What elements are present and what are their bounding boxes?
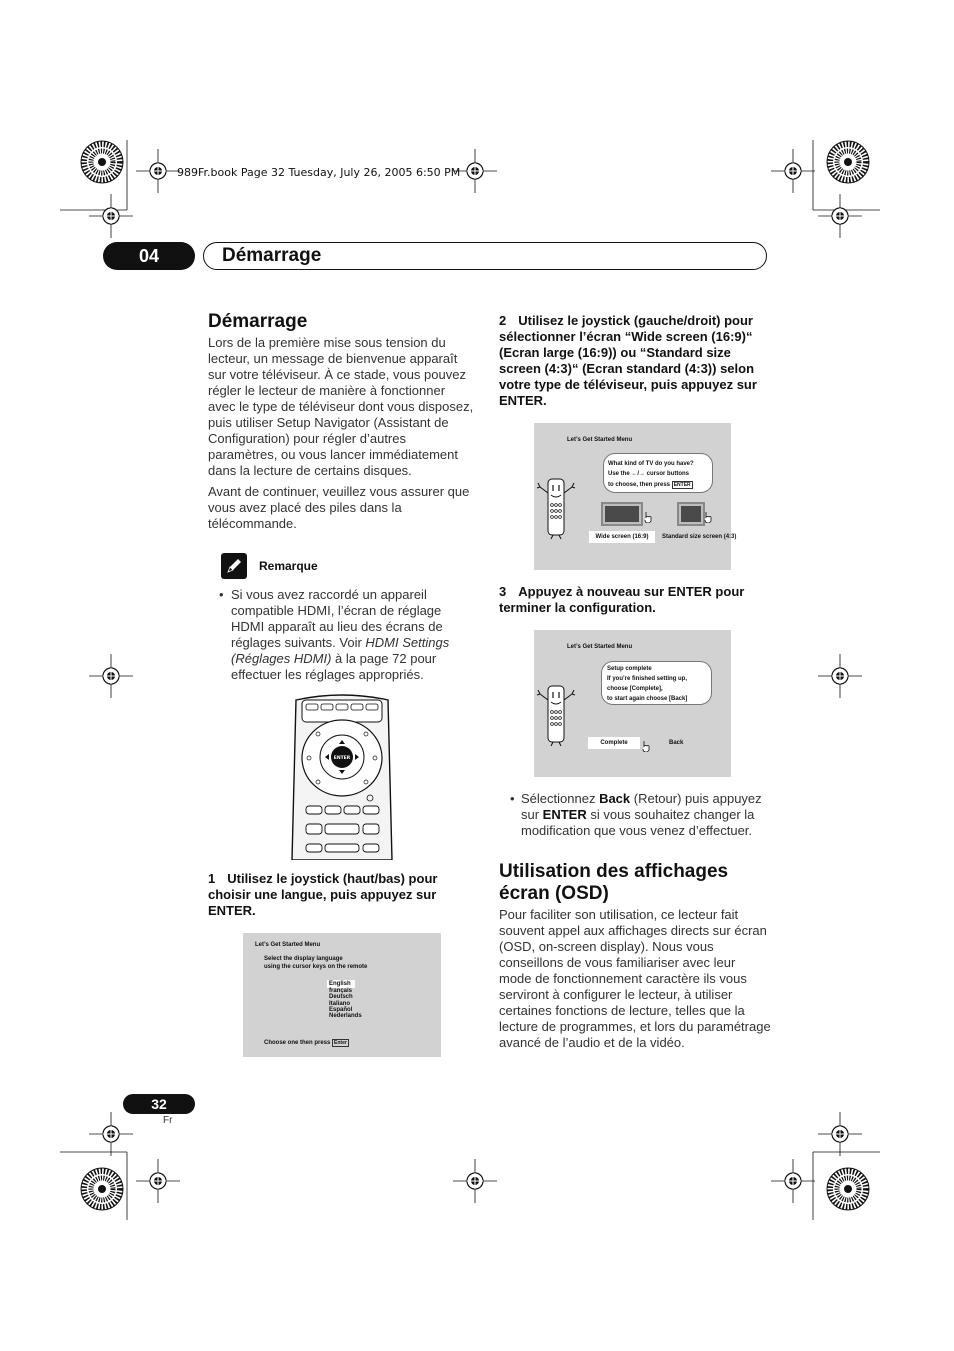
hdmi-settings-reference: HDMI Settings (Réglages HDMI)	[231, 635, 450, 666]
hand-cursor-icon	[703, 511, 713, 523]
screen3-line4: to start again choose [Back]	[607, 696, 688, 702]
setup-complete-screen	[534, 630, 731, 777]
step-3	[499, 584, 769, 616]
file-info-header: 989Fr.book Page 32 Tuesday, July 26, 2005 6:50 PM	[177, 166, 461, 179]
step-1-number: 1	[208, 871, 216, 886]
back-option[interactable]: Back	[669, 740, 684, 746]
intro-paragraph: Lors de la première mise sous tension du lecteur, un message de bienvenue apparaît sur votre téléviseur. À ce stade, vous pouvez régler le lecteur de manière à fonctionner avec le type de téléviseur dont vous disposez, puis utiliser Setup Navigator (Assistant de Configuration) pour régler d’autres paramètres, ou vous lancer immédiatement dans la lecture de certains disques.	[208, 335, 474, 478]
note-bullet-text	[231, 587, 467, 683]
complete-option[interactable]: Complete	[588, 737, 640, 749]
note-pencil-icon	[221, 553, 247, 579]
language-select-screen	[243, 933, 441, 1057]
chapter-number: 04	[138, 246, 160, 266]
screen2-instruction: Use the ←/→ cursor buttons	[608, 471, 690, 477]
remote-enter-label: ENTER	[333, 756, 351, 761]
bullet-part: (Retour) puis appuyez sur	[521, 791, 762, 822]
screen2-speech-bubble	[603, 453, 713, 493]
screen3-line3: choose [Complete],	[607, 686, 663, 692]
screen2-enter-key: ENTER	[673, 482, 691, 488]
screen1-line1: Select the display language	[264, 956, 343, 962]
standard-screen-option[interactable]: Standard size screen (4:3)	[662, 534, 737, 540]
screen2-press-text: to choose, then press	[608, 482, 671, 488]
language-option[interactable]: English	[329, 981, 351, 987]
note-text-end: à la page 72 pour effectuer les réglages appropriés.	[231, 651, 437, 682]
note-label: Remarque	[259, 559, 318, 573]
screen1-footer-text: Choose one then press	[264, 1040, 331, 1046]
step-2-number: 2	[499, 313, 507, 328]
back-bullet-dot: •	[510, 791, 515, 806]
note-text-start: Si vous avez raccordé un appareil compatible HDMI, l’écran de réglage HDMI apparaît au lieu des écrans de réglages suivants. Voir	[231, 587, 443, 650]
batteries-paragraph: Avant de continuer, veuillez vous assurer que vous avez placé des piles dans la télécommande.	[208, 484, 470, 531]
remote-control-illustration	[288, 694, 396, 860]
language-option[interactable]: français	[329, 988, 353, 994]
screen3-title: Let’s Get Started Menu	[567, 644, 633, 650]
back-keyword: Back	[599, 791, 631, 806]
section-heading: Démarrage	[208, 311, 308, 332]
mascot-character	[536, 477, 576, 539]
enter-keyword: ENTER	[542, 807, 587, 822]
screen3-line2: If you’re finished setting up,	[607, 676, 688, 682]
hand-cursor-icon	[643, 511, 653, 523]
standard-tv-image	[677, 502, 705, 526]
page-number: 32	[151, 1096, 167, 1112]
screen1-enter-key: Enter	[334, 1040, 347, 1046]
chapter-title: Démarrage	[222, 245, 322, 266]
screen2-question: What kind of TV do you have?	[608, 461, 694, 467]
wide-screen-option[interactable]: Wide screen (16:9)	[589, 531, 655, 543]
mascot-character	[536, 684, 576, 746]
osd-paragraph: Pour faciliter son utilisation, ce lecteur fait souvent appel aux affichages directs sur écran (OSD, on-screen display). Nous vous conseillons de vous familiariser avec leur mode de fonctionnement caractère ils vous serviront à configurer le lecteur, à utiliser certaines fonctions de lecture, telles que la lecture de programmes, et lors du paramétrage avancé de l’audio et de la vidéo.	[499, 907, 771, 1050]
hand-cursor-icon	[641, 740, 651, 752]
osd-heading: Utilisation des affichages écran (OSD)	[499, 861, 729, 904]
screen1-line2: using the cursor keys on the remote	[264, 964, 368, 970]
screen3-line1: Setup complete	[607, 666, 652, 672]
bullet-part: si vous souhaitez changer la modification que vous venez d’effectuer.	[521, 807, 755, 838]
step-1-text: Utilisez le joystick (haut/bas) pour choisir une langue, puis appuyez sur ENTER.	[208, 871, 438, 918]
step-1	[208, 871, 476, 919]
step-2	[499, 313, 769, 409]
step-3-number: 3	[499, 584, 507, 599]
screen2-instruction-2	[608, 481, 693, 489]
screen3-speech-bubble	[601, 661, 712, 705]
language-option[interactable]: Español	[329, 1007, 353, 1013]
language-option[interactable]: Deutsch	[329, 994, 353, 1000]
page-language: Fr	[163, 1115, 173, 1126]
wide-tv-image	[601, 502, 643, 526]
tv-type-screen	[534, 423, 737, 570]
back-bullet-text	[521, 791, 769, 839]
screen2-title: Let’s Get Started Menu	[567, 437, 633, 443]
screen1-footer	[264, 1039, 349, 1047]
language-option[interactable]: Nederlands	[329, 1013, 362, 1019]
language-option[interactable]: Italiano	[329, 1001, 351, 1007]
step-2-text: Utilisez le joystick (gauche/droit) pour sélectionner l’écran “Wide screen (16:9)“ (Ecran large (16:9)) ou “Standard size screen (4:3)“ (Ecran standard (4:3)) selon votre type de téléviseur, puis appuyez sur ENTER.	[499, 313, 757, 408]
step-3-text: Appuyez à nouveau sur ENTER pour terminer la configuration.	[499, 584, 745, 615]
bullet-part: Sélectionnez	[521, 791, 600, 806]
note-bullet-dot: •	[219, 587, 224, 602]
screen1-title: Let’s Get Started Menu	[255, 942, 321, 948]
